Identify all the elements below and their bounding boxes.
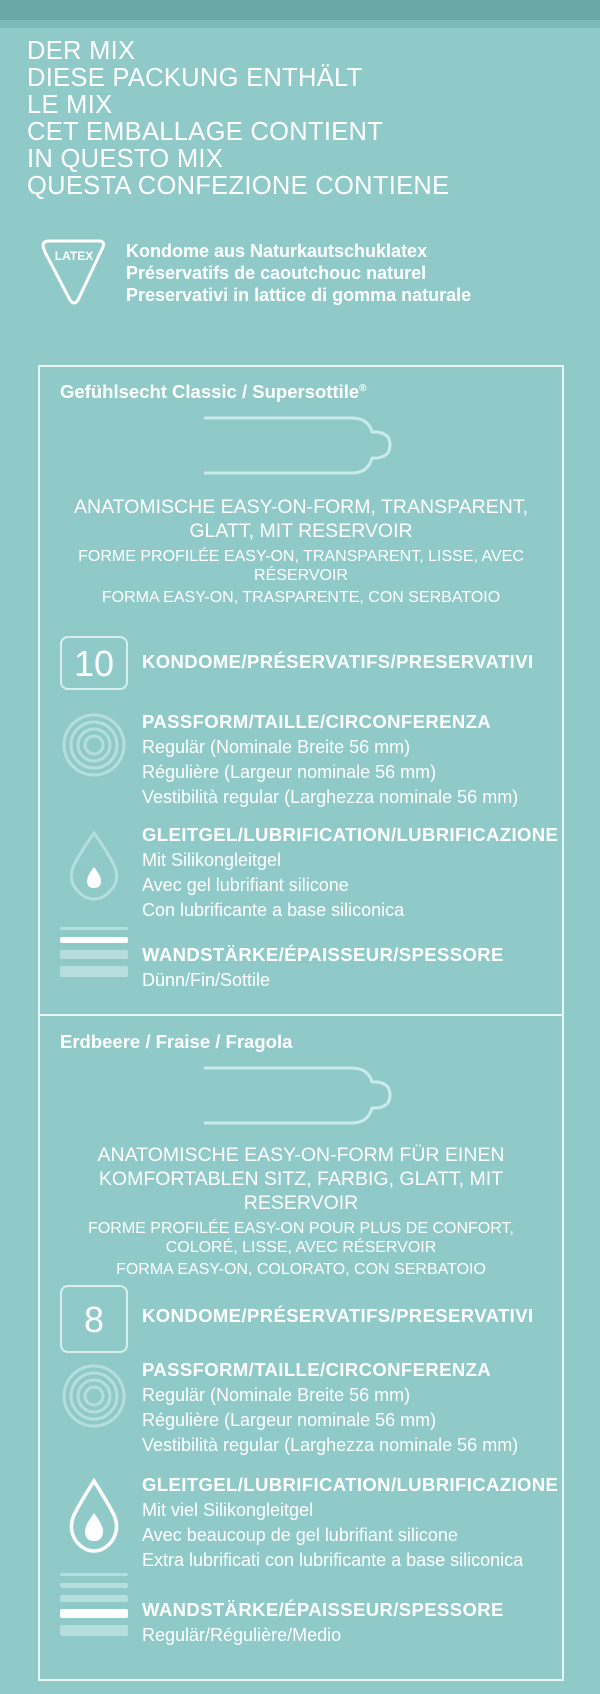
desc-line: COLORÉ, LISSE, AVEC RÉSERVOIR [165, 1239, 437, 1256]
latex-line: Preservativi in lattice di gomma naturale [126, 285, 472, 305]
product-description [40, 1143, 562, 1279]
lube-info [142, 822, 558, 923]
desc-line: RÉSERVOIR [254, 567, 348, 584]
fit-info [142, 709, 518, 810]
lube-line: Avec beaucoup de gel lubrifiant silicone [142, 1525, 458, 1545]
thickness-bars-icon [60, 1573, 128, 1643]
thickness-bar [60, 1625, 128, 1636]
heading-line: DER MIX [27, 37, 136, 65]
fit-rings-icon [60, 1362, 128, 1430]
thickness-value: Regulär/Régulière/Medio [142, 1625, 342, 1645]
lubricant-drop-icon [60, 1477, 128, 1553]
thickness-bar-active [60, 1609, 128, 1618]
fit-line: Regulär (Nominale Breite 56 mm) [142, 737, 411, 757]
fit-line: Régulière (Largeur nominale 56 mm) [142, 1410, 437, 1430]
lube-info [142, 1472, 558, 1573]
product-title: Erdbeere / Fraise / Fragola [60, 1031, 293, 1052]
fit-rings-icon [60, 711, 128, 779]
heading-line: LE MIX [27, 91, 113, 119]
section-divider [40, 1014, 562, 1016]
product-title-text: Gefühlsecht Classic / Supersottile [60, 381, 360, 402]
desc-line: FORMA EASY-ON, COLORATO, CON SERBATOIO [116, 1261, 486, 1278]
count-label: KONDOME/PRÉSERVATIFS/PRESERVATIVI [142, 1305, 534, 1326]
product-description [40, 495, 562, 607]
condom-shape-icon [202, 1065, 402, 1127]
thickness-bar [60, 966, 128, 977]
fit-line: Vestibilità regular (Larghezza nominale 56 mm) [142, 1435, 519, 1455]
desc-line: FORMA EASY-ON, TRASPARENTE, CON SERBATOIO [101, 589, 501, 606]
thickness-bar [60, 950, 128, 959]
latex-warning-icon [38, 238, 110, 306]
thickness-bar [60, 1595, 128, 1602]
fit-line: Vestibilità regular (Larghezza nominale 56 mm) [142, 787, 519, 807]
heading-line: QUESTA CONFEZIONE CONTIENE [27, 172, 450, 200]
mix-heading [27, 38, 449, 200]
fit-info [142, 1357, 518, 1458]
desc-line: GLATT, MIT RESERVOIR [189, 520, 413, 542]
fit-label: PASSFORM/TAILLE/CIRCONFERENZA [142, 711, 492, 732]
latex-line: Kondome aus Naturkautschuklatex [126, 241, 428, 261]
lube-label: GLEITGEL/LUBRIFICATION/LUBRIFICAZIONE [142, 1474, 559, 1495]
lube-line: Con lubrificante a base siliconica [142, 900, 405, 920]
thickness-value: Dünn/Fin/Sottile [142, 970, 271, 990]
count-badge: 10 [60, 636, 128, 690]
condom-shape-icon [202, 415, 402, 477]
fit-line: Regulär (Nominale Breite 56 mm) [142, 1385, 411, 1405]
lube-line: Extra lubrificati con lubrificante a base siliconica [142, 1550, 524, 1570]
top-flap-shadow [0, 20, 600, 28]
top-flap-strip [0, 0, 600, 20]
fit-line: Régulière (Largeur nominale 56 mm) [142, 762, 437, 782]
desc-line: FORME PROFILÉE EASY-ON POUR PLUS DE CONFORT, [88, 1220, 514, 1237]
heading-line: CET EMBALLAGE CONTIENT [27, 118, 384, 146]
count-badge: 8 [60, 1285, 128, 1353]
lube-line: Mit Silikongleitgel [142, 850, 282, 870]
product-title [60, 381, 367, 403]
thickness-info [142, 1597, 504, 1648]
lube-line: Mit viel Silikongleitgel [142, 1500, 314, 1520]
latex-line: Préservatifs de caoutchouc naturel [126, 263, 427, 283]
lube-label: GLEITGEL/LUBRIFICATION/LUBRIFICAZIONE [142, 824, 559, 845]
heading-line: IN QUESTO MIX [27, 145, 224, 173]
desc-line: KOMFORTABLEN SITZ, FARBIG, GLATT, MIT RESERVOIR [98, 1168, 504, 1214]
thickness-label: WANDSTÄRKE/ÉPAISSEUR/SPESSORE [142, 1599, 504, 1620]
lube-line: Avec gel lubrifiant silicone [142, 875, 349, 895]
fit-label: PASSFORM/TAILLE/CIRCONFERENZA [142, 1359, 492, 1380]
thickness-bar-active [60, 937, 128, 943]
latex-icon-label: LATEX [54, 249, 94, 263]
thickness-bar [60, 1583, 128, 1588]
latex-notice [38, 238, 558, 308]
thickness-bar [60, 1573, 128, 1576]
registered-mark: ® [359, 382, 367, 394]
product-frame [38, 365, 564, 1681]
thickness-bars-icon [60, 927, 128, 984]
thickness-label: WANDSTÄRKE/ÉPAISSEUR/SPESSORE [142, 944, 504, 965]
desc-line: FORME PROFILÉE EASY-ON, TRANSPARENT, LISSE, AVEC [78, 548, 524, 565]
desc-line: ANATOMISCHE EASY-ON-FORM FÜR EINEN [97, 1144, 505, 1166]
thickness-info [142, 942, 504, 993]
desc-line: ANATOMISCHE EASY-ON-FORM, TRANSPARENT, [74, 496, 528, 518]
heading-line: DIESE PACKUNG ENTHÄLT [27, 64, 363, 92]
thickness-bar [60, 927, 128, 930]
count-label: KONDOME/PRÉSERVATIFS/PRESERVATIVI [142, 651, 534, 672]
lubricant-drop-icon [60, 829, 128, 901]
